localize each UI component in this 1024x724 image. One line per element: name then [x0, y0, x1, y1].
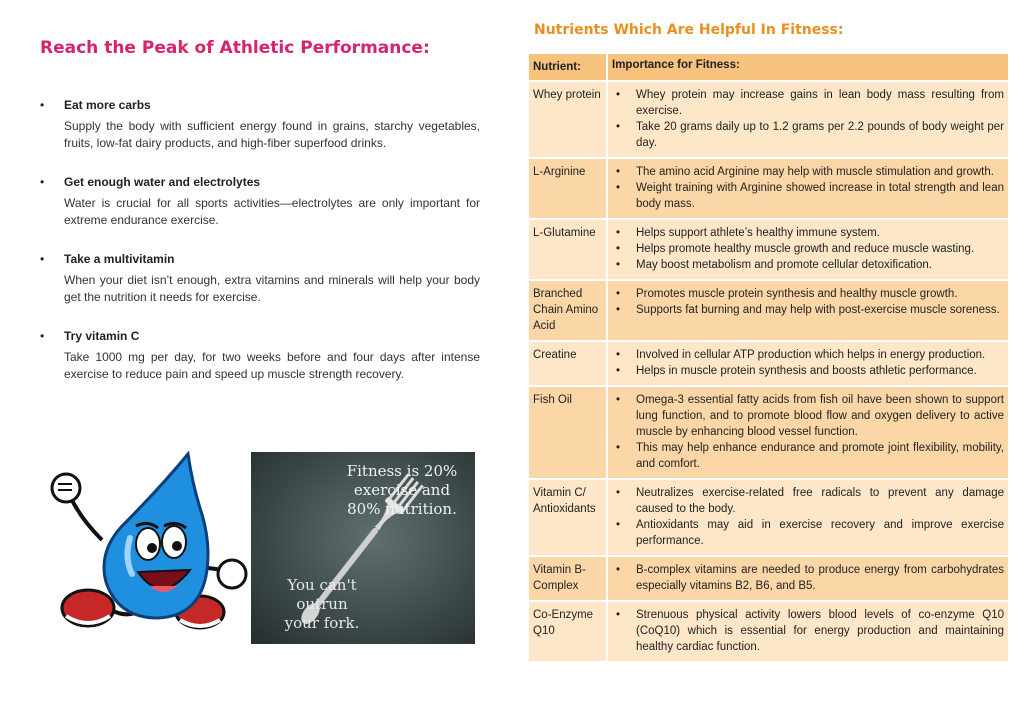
header-nutrient: Nutrient:: [528, 53, 607, 81]
tip-item: [40, 175, 480, 229]
tip-title: Get enough water and electrolytes: [64, 175, 261, 189]
importance-point: • Antioxidants may aid in exercise recovery and improve exercise performance.: [612, 517, 1004, 549]
nutrient-importance: [607, 479, 1009, 556]
nutrient-importance: [607, 219, 1009, 280]
tips-list: [40, 98, 480, 406]
nutrient-name: L-Arginine: [528, 158, 607, 219]
fork-photo: [251, 452, 475, 644]
importance-point: • B-complex vitamins are needed to produce energy from carbohydrates especially vitamins B2, B6, and B5.: [612, 562, 1004, 594]
importance-point: • Involved in cellular ATP production which helps in energy production.: [612, 347, 1004, 363]
table-header-row: [528, 53, 1009, 81]
nutrient-name: Branched Chain Amino Acid: [528, 280, 607, 341]
tip-item: [40, 329, 480, 383]
photo-quote-bottom: You can't outrun your fork.: [284, 576, 360, 632]
water-drop-mascot-icon: [40, 448, 250, 648]
tip-title: Try vitamin C: [64, 329, 140, 343]
bullet-icon: •: [40, 252, 45, 266]
tip-item: [40, 98, 480, 152]
bullet-icon: •: [40, 175, 45, 189]
nutrient-name: Fish Oil: [528, 386, 607, 479]
nutrient-name: Creatine: [528, 341, 607, 386]
bullet-icon: •: [40, 329, 45, 343]
importance-point: • Whey protein may increase gains in lean body mass resulting from exercise.: [612, 87, 1004, 119]
table-row: [528, 280, 1009, 341]
nutrient-importance: [607, 386, 1009, 479]
nutrient-importance: [607, 158, 1009, 219]
nutrient-table: [527, 52, 1010, 663]
nutrient-importance: [607, 280, 1009, 341]
table-row: [528, 158, 1009, 219]
importance-point: • Helps in muscle protein synthesis and boosts athletic performance.: [612, 363, 1004, 379]
tip-item: [40, 252, 480, 306]
table-row: [528, 479, 1009, 556]
page-title: Reach the Peak of Athletic Performance:: [40, 38, 430, 58]
tip-body: When your diet isn’t enough, extra vitamins and minerals will help your body get the nutrition it needs for exercise.: [64, 273, 480, 304]
importance-point: • Weight training with Arginine showed increase in total strength and lean body mass.: [612, 180, 1004, 212]
nutrient-name: Vitamin C/ Antioxidants: [528, 479, 607, 556]
bullet-icon: •: [40, 98, 45, 112]
photo-quote-top: Fitness is 20% exercise and 80% nutrition.: [346, 462, 458, 518]
importance-point: • The amino acid Arginine may help with muscle stimulation and growth.: [612, 164, 1004, 180]
table-row: [528, 601, 1009, 662]
tip-body: Supply the body with sufficient energy found in grains, starchy vegetables, fruits, low-fat dairy products, and high-fiber superfood drinks.: [64, 119, 480, 150]
tip-title: Eat more carbs: [64, 98, 151, 112]
importance-point: • May boost metabolism and promote cellular detoxification.: [612, 257, 1004, 273]
nutrient-name: Co-Enzyme Q10: [528, 601, 607, 662]
tip-title: Take a multivitamin: [64, 252, 175, 266]
table-row: [528, 219, 1009, 280]
nutrient-name: Whey protein: [528, 81, 607, 158]
table-row: [528, 81, 1009, 158]
table-row: [528, 556, 1009, 601]
tip-body: Water is crucial for all sports activities—electrolytes are only important for extreme endurance exercise.: [64, 196, 480, 227]
tip-body: Take 1000 mg per day, for two weeks before and four days after intense exercise to reduce pain and speed up muscle strength recovery.: [64, 350, 480, 381]
nutrient-name: Vitamin B-Complex: [528, 556, 607, 601]
table-row: [528, 341, 1009, 386]
importance-point: • Neutralizes exercise-related free radicals to prevent any damage caused to the body.: [612, 485, 1004, 517]
importance-point: • Take 20 grams daily up to 1.2 grams per 2.2 pounds of body weight per day.: [612, 119, 1004, 151]
nutrient-importance: [607, 81, 1009, 158]
nutrient-importance: [607, 601, 1009, 662]
importance-point: • Strenuous physical activity lowers blood levels of co-enzyme Q10 (CoQ10) which is essential for energy production and maintaining healthy cardiac function.: [612, 607, 1004, 655]
importance-point: • Promotes muscle protein synthesis and healthy muscle growth.: [612, 286, 1004, 302]
header-importance: Importance for Fitness:: [607, 53, 1009, 81]
nutrient-name: L-Glutamine: [528, 219, 607, 280]
importance-point: • Helps promote healthy muscle growth and reduce muscle wasting.: [612, 241, 1004, 257]
table-row: [528, 386, 1009, 479]
importance-point: • Helps support athlete’s healthy immune system.: [612, 225, 1004, 241]
importance-point: • Omega-3 essential fatty acids from fish oil have been shown to support lung function, and to promote blood flow and oxygen delivery to active muscle by enhancing blood vessel function.: [612, 392, 1004, 440]
importance-point: • This may help enhance endurance and promote joint flexibility, mobility, and comfort.: [612, 440, 1004, 472]
section-title: Nutrients Which Are Helpful In Fitness:: [534, 22, 844, 38]
nutrient-importance: [607, 556, 1009, 601]
nutrient-importance: [607, 341, 1009, 386]
importance-point: • Supports fat burning and may help with post-exercise muscle soreness.: [612, 302, 1004, 318]
